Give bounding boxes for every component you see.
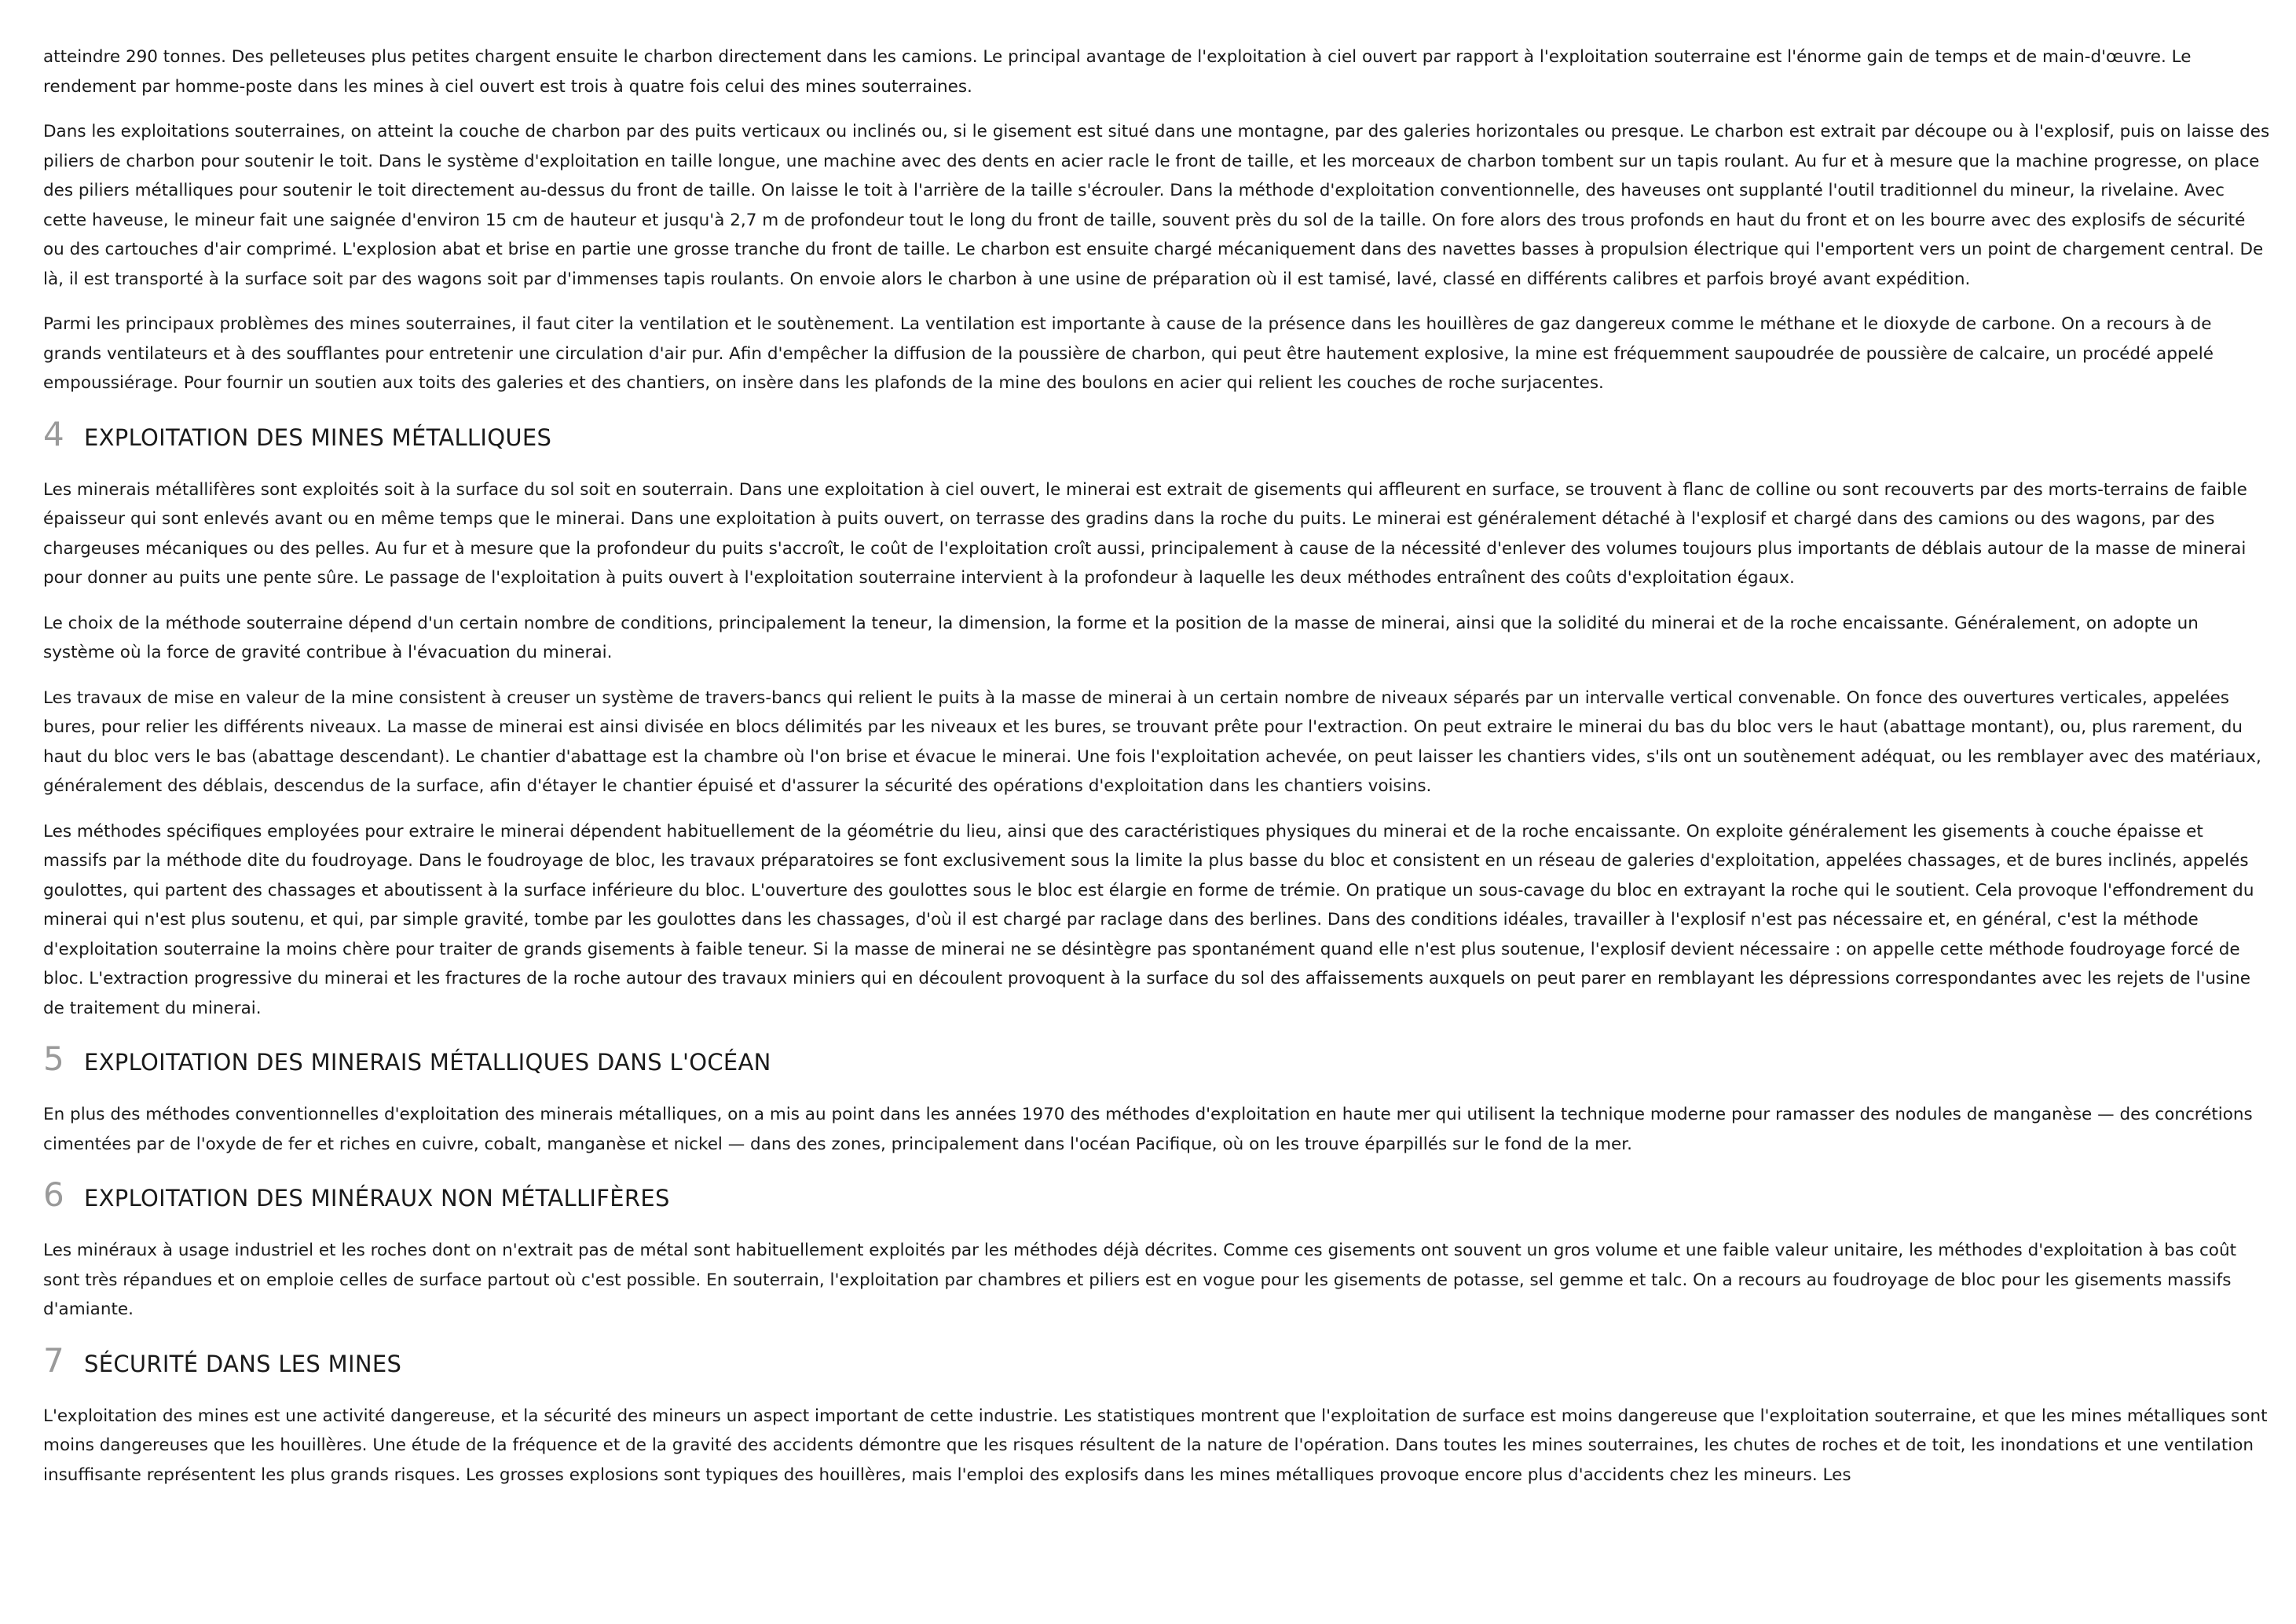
section-number: 7 (43, 1340, 64, 1380)
section-heading (43, 1175, 2270, 1219)
section-heading (43, 1340, 2270, 1384)
paragraph: Les travaux de mise en valeur de la mine consistent à creuser un système de travers-bancs qui relient le puits à la masse de minerai à un certain nombre de niveaux séparés par un intervalle vertical convenable. On fonce des ouvertures verticales, appelées bures, pour relier les différents niveaux. La masse de minerai est ainsi divisée en blocs délimités par les niveaux et les bures, se trouvant prête pour l'extraction. On peut extraire le minerai du bas du bloc vers le haut (abattage montant), ou, plus rarement, du haut du bloc vers le bas (abattage descendant). Le chantier d'abattage est la chambre où l'on brise et évacue le minerai. Une fois l'exploitation achevée, on peut laisser les chantiers vides, s'ils ont un soutènement adéquat, ou les remblayer avec des matériaux, généralement des déblais, descendus de la surface, afin d'étayer le chantier épuisé et d'assurer la sécurité des opérations d'exploitation dans les chantiers voisins. (43, 687, 2261, 796)
section-number: 4 (43, 414, 64, 453)
paragraph: Les minéraux à usage industriel et les roches dont on n'extrait pas de métal sont habituellement exploités par les méthodes déjà décrites. Comme ces gisements ont souvent un gros volume et une faible valeur unitaire, les méthodes d'exploitation à bas coût sont très répandues et on emploie celles de surface partout où c'est possible. En souterrain, l'exploitation par chambres et piliers est en vogue pour les gisements de potasse, sel gemme et talc. On a recours au foudroyage de bloc pour les gisements massifs d'amiante. (43, 1241, 2236, 1319)
paragraph: Parmi les principaux problèmes des mines souterraines, il faut citer la ventilation et le soutènement. La ventilation est importante à cause de la présence dans les houillères de gaz dangereux comme le méthane et le dioxyde de carbone. On a recours à de grands ventilateurs et à des soufflantes pour entretenir une circulation d'air pur. Afin d'empêcher la diffusion de la poussière de charbon, qui peut être hautement explosive, la mine est fréquemment saupoudrée de poussière de calcaire, un procédé appelé empoussiérage. Pour fournir un soutien aux toits des galeries et des chantiers, on insère dans les plafonds de la mine des boulons en acier qui relient les couches de roche surjacentes. (43, 314, 2214, 393)
section-title: EXPLOITATION DES MINERAIS MÉTALLIQUES DANS L'OCÉAN (84, 1049, 771, 1076)
paragraph: Dans les exploitations souterraines, on atteint la couche de charbon par des puits verticaux ou inclinés ou, si le gisement est situé dans une montagne, par des galeries horizontales ou presque. Le charbon est extrait par découpe ou à l'explosif, puis on laisse des piliers de charbon pour soutenir le toit. Dans le système d'exploitation en taille longue, une machine avec des dents en acier racle le front de taille, et les morceaux de charbon tombent sur un tapis roulant. Au fur et à mesure que la machine progresse, on place des piliers métalliques pour soutenir le toit directement au-dessus du front de taille. On laisse le toit à l'arrière de la taille s'écrouler. Dans la méthode d'exploitation conventionnelle, des haveuses ont supplanté l'outil traditionnel du mineur, la rivelaine. Avec cette haveuse, le mineur fait une saignée d'environ 15 cm de hauteur et jusqu'à 2,7 m de profondeur tout le long du front de taille, souvent près du sol de la taille. On fore alors des trous profonds en haut du front et on les bourre avec des explosifs de sécurité ou des cartouches d'air comprimé. L'explosion abat et brise en partie une grosse tranche du front de taille. Le charbon est ensuite chargé mécaniquement dans des navettes basses à propulsion électrique qui l'emportent vers un point de chargement central. De là, il est transporté à la surface soit par des wagons soit par d'immenses tapis roulants. On envoie alors le charbon à une usine de préparation où il est tamisé, lavé, classé en différents calibres et parfois broyé avant expédition. (43, 122, 2270, 289)
section-number: 6 (43, 1175, 64, 1214)
section-number: 5 (43, 1039, 64, 1078)
article-body (43, 42, 2270, 1505)
section-heading (43, 414, 2270, 458)
section-heading (43, 1039, 2270, 1083)
section-title: EXPLOITATION DES MINÉRAUX NON MÉTALLIFÈRES (84, 1185, 670, 1212)
section-title: SÉCURITÉ DANS LES MINES (84, 1350, 402, 1377)
paragraph: L'exploitation des mines est une activité dangereuse, et la sécurité des mineurs un aspect important de cette industrie. Les statistiques montrent que l'exploitation de surface est moins dangereuse que l'exploitation souterraine, et que les mines métalliques sont moins dangereuses que les houillères. Une étude de la fréquence et de la gravité des accidents démontre que les risques résultent de la nature de l'opération. Dans toutes les mines souterraines, les chutes de roches et de toit, les inondations et une ventilation insuffisante représentent les plus grands risques. Les grosses explosions sont typiques des houillères, mais l'emploi des explosifs dans les mines métalliques provoque encore plus d'accidents chez les mineurs. Les (43, 1406, 2268, 1485)
paragraph: En plus des méthodes conventionnelles d'exploitation des minerais métalliques, on a mis au point dans les années 1970 des méthodes d'exploitation en haute mer qui utilisent la technique moderne pour ramasser des nodules de manganèse — des concrétions cimentées par de l'oxyde de fer et riches en cuivre, cobalt, manganèse et nickel — dans des zones, principalement dans l'océan Pacifique, où on les trouve éparpillés sur le fond de la mer. (43, 1105, 2253, 1154)
paragraph: Les minerais métallifères sont exploités soit à la surface du sol soit en souterrain. Dans une exploitation à ciel ouvert, le minerai est extrait de gisements qui affleurent en surface, se trouvent à flanc de colline ou sont recouverts par des morts-terrains de faible épaisseur qui sont enlevés avant ou en même temps que le minerai. Dans une exploitation à puits ouvert, on terrasse des gradins dans la roche du puits. Le minerai est généralement détaché à l'explosif et chargé dans des camions ou des wagons, par des chargeuses mécaniques ou des pelles. Au fur et à mesure que la profondeur du puits s'accroît, le coût de l'exploitation croît aussi, principalement à cause de la nécessité d'enlever des volumes toujours plus importants de déblais autour de la masse de minerai pour donner au puits une pente sûre. Le passage de l'exploitation à puits ouvert à l'exploitation souterraine intervient à la profondeur à laquelle les deux méthodes entraînent des coûts d'exploitation égaux. (43, 479, 2247, 588)
paragraph: Les méthodes spécifiques employées pour extraire le minerai dépendent habituellement de la géométrie du lieu, ainsi que des caractéristiques physiques du minerai et de la roche encaissante. On exploite généralement les gisements à couche épaisse et massifs par la méthode dite du foudroyage. Dans le foudroyage de bloc, les travaux préparatoires se font exclusivement sous la limite la plus basse du bloc et consistent en un réseau de galeries d'exploitation, appelées chassages, et de bures inclinés, appelés goulottes, qui partent des chassages et aboutissent à la surface inférieure du bloc. L'ouverture des goulottes sous le bloc est élargie en forme de trémie. On pratique un sous-cavage du bloc en extrayant la roche qui le soutient. Cela provoque l'effondrement du minerai qui n'est plus soutenu, et qui, par simple gravité, tombe par les goulottes dans les chassages, d'où il est chargé par raclage dans des berlines. Dans des conditions idéales, travailler à l'explosif n'est pas nécessaire et, en général, c'est la méthode d'exploitation souterraine la moins chère pour traiter de grands gisements à faible teneur. Si la masse de minerai ne se désintègre pas spontanément quand elle n'est plus soutenue, l'explosif devient nécessaire : on appelle cette méthode foudroyage forcé de bloc. L'extraction progressive du minerai et les fractures de la roche autour des travaux miniers qui en découlent provoquent à la surface du sol des affaissements auxquels on peut parer en remblayant les dépressions correspondantes avec les rejets de l'usine de traitement du minerai. (43, 821, 2254, 1018)
paragraph: atteindre 290 tonnes. Des pelleteuses plus petites chargent ensuite le charbon directement dans les camions. Le principal avantage de l'exploitation à ciel ouvert par rapport à l'exploitation souterraine est l'énorme gain de temps et de main-d'œuvre. Le rendement par homme-poste dans les mines à ciel ouvert est trois à quatre fois celui des mines souterraines. (43, 47, 2192, 97)
section-title: EXPLOITATION DES MINES MÉTALLIQUES (84, 423, 552, 451)
paragraph: Le choix de la méthode souterraine dépend d'un certain nombre de conditions, principalement la teneur, la dimension, la forme et la position de la masse de minerai, ainsi que la solidité du minerai et de la roche encaissante. Généralement, on adopte un système où la force de gravité contribue à l'évacuation du minerai. (43, 613, 2199, 662)
